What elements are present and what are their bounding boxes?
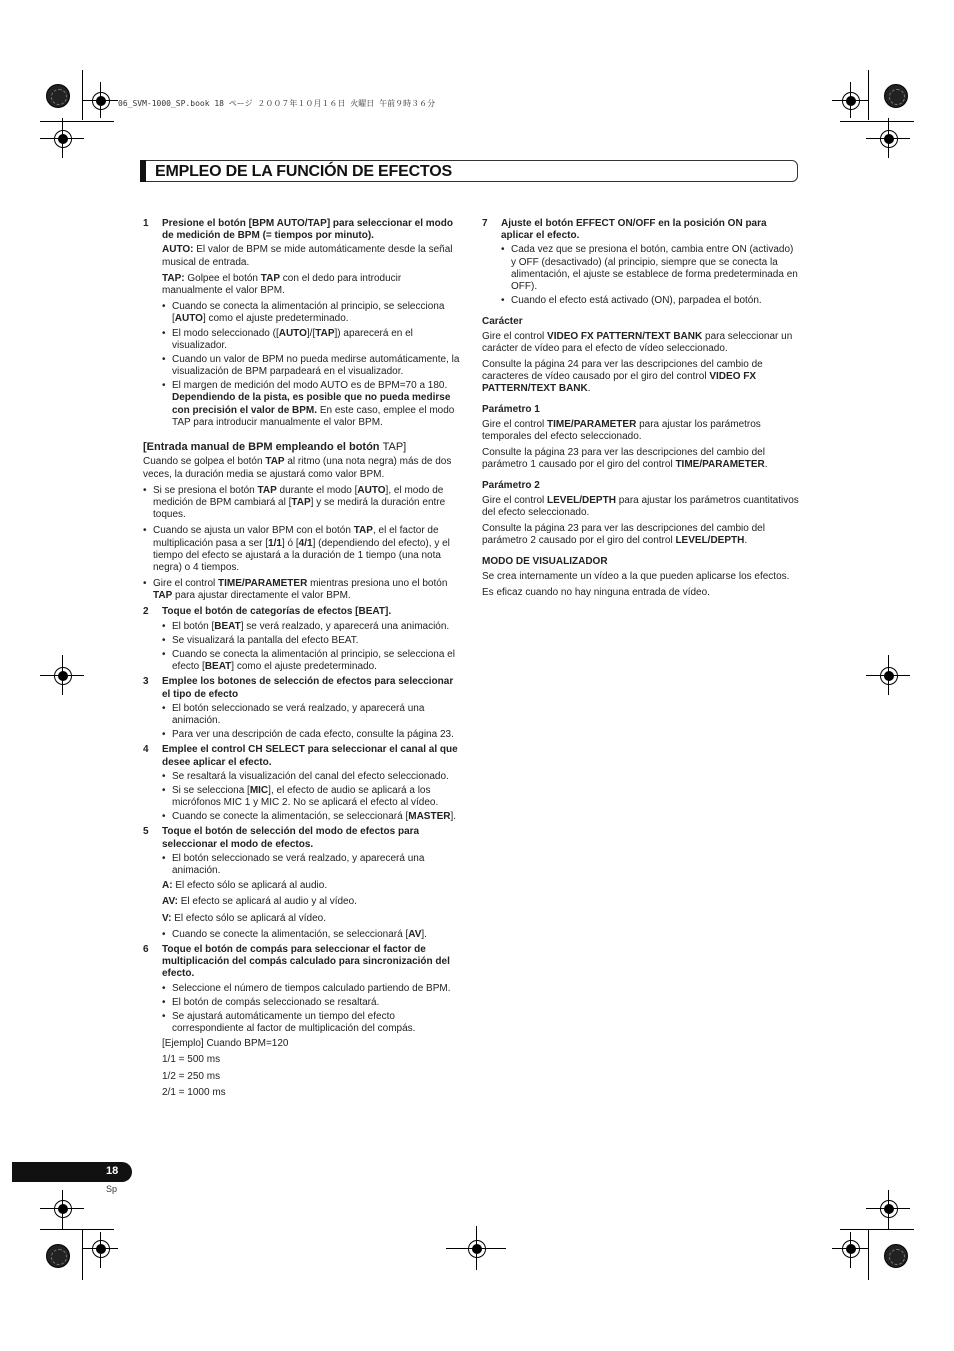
text: El efecto sólo se aplicará al audio. xyxy=(172,880,328,892)
crosshair-line xyxy=(62,1190,63,1230)
text: Cuando se conecte la alimentación, se seleccionará [ xyxy=(172,811,409,823)
label: TAP: xyxy=(162,272,185,284)
right-column xyxy=(482,218,800,603)
list-item: • Cuando un valor de BPM no pueda medirse automáticamente, la visualización de BPM parpadeará en el visualizador. xyxy=(162,354,461,378)
text: ]/[ xyxy=(306,327,316,339)
text: Si se presiona el botón xyxy=(153,484,258,496)
param2-heading: Parámetro 2 xyxy=(482,480,540,492)
example-heading: [Ejemplo] Cuando BPM=120 xyxy=(162,1038,289,1050)
example-line: 2/1 = 1000 ms xyxy=(162,1086,226,1098)
crosshair-left-top xyxy=(54,130,72,148)
crop-line xyxy=(840,121,914,122)
crop-line xyxy=(868,70,869,120)
step-1 xyxy=(143,218,461,242)
text: durante el modo [ xyxy=(276,484,358,496)
emphasis: 4/1 xyxy=(298,537,313,549)
step-7-notes xyxy=(501,244,800,307)
step-text: Toque el botón de compás para seleccionar el factor de multiplicación del compás calculado para sincronización del efecto. xyxy=(162,943,450,980)
crosshair-right-top xyxy=(880,130,898,148)
text: Gire el control xyxy=(482,494,548,506)
tap-description xyxy=(162,273,461,297)
text: El modo seleccionado ([ xyxy=(172,327,279,339)
text: Consulte la página 24 para ver las descripciones del cambio de caracteres de vídeo causado por el giro del control xyxy=(482,358,763,383)
crosshair-right-middle xyxy=(880,667,898,685)
emphasis: AUTO xyxy=(278,327,307,339)
list-item xyxy=(162,301,461,325)
text: ]) aparecerá en el visualizador. xyxy=(172,327,413,351)
crosshair-line xyxy=(100,1232,101,1268)
text: Cuando se golpea el botón xyxy=(143,456,266,468)
crosshair-line xyxy=(62,118,63,158)
list-item: • El botón de compás seleccionado se resaltará. xyxy=(162,997,461,1009)
registration-disc-bottom-right xyxy=(884,1244,908,1268)
crosshair-top-left xyxy=(92,92,110,110)
emphasis: AUTO xyxy=(174,313,203,325)
crosshair-line xyxy=(62,655,63,695)
step-text: Presione el botón [BPM AUTO/TAP] para seleccionar el modo de medición de BPM (= tiempos por minuto). xyxy=(162,218,453,242)
list-item: • Seleccione el número de tiempos calculado partiendo de BPM. xyxy=(162,983,461,995)
param2-paragraph xyxy=(482,523,800,547)
crosshair-line xyxy=(850,1232,851,1268)
example-line: 1/2 = 250 ms xyxy=(162,1070,221,1082)
crosshair-line xyxy=(100,82,101,118)
text: El margen de medición del modo AUTO es de BPM=70 a 180. xyxy=(172,380,448,392)
text: mientras presiona uno el botón xyxy=(307,578,448,590)
emphasis: MIC xyxy=(249,784,269,796)
crosshair-line xyxy=(888,118,889,158)
step-3 xyxy=(143,676,461,700)
list-item xyxy=(162,380,461,429)
page-title: EMPLEO DE LA FUNCIÓN DE EFECTOS xyxy=(155,163,452,180)
emphasis: TIME/PARAMETER xyxy=(218,578,308,590)
crosshair-bottom-center xyxy=(468,1240,486,1258)
list-item xyxy=(162,785,461,809)
text: Consulte la página 23 para ver las descripciones del cambio del parámetro 1 causado por el giro del control xyxy=(482,447,765,471)
step-5-notes xyxy=(162,853,461,877)
step-number: 4 xyxy=(143,744,149,756)
text: . xyxy=(587,383,591,395)
emphasis: VIDEO FX PATTERN/TEXT BANK xyxy=(547,330,703,342)
manual-intro xyxy=(143,456,461,480)
label: V: xyxy=(162,912,172,924)
list-item xyxy=(162,929,461,941)
emphasis: MASTER xyxy=(408,811,451,823)
crosshair-left-middle xyxy=(54,667,72,685)
modo-heading: MODO DE VISUALIZADOR xyxy=(482,556,608,568)
step-1-notes xyxy=(162,301,461,429)
list-item: • Se visualizará la pantalla del efecto BEAT. xyxy=(162,635,461,647)
text: ], el efecto de audio se aplicará a los micrófonos MIC 1 y MIC 2. No se aplicará el efecto al vídeo. xyxy=(172,784,439,809)
left-column xyxy=(143,218,461,1103)
crop-line xyxy=(82,1230,83,1280)
step-6 xyxy=(143,944,461,981)
text: ]. xyxy=(421,928,427,940)
step-number: 1 xyxy=(143,218,149,229)
crosshair-left-bottom xyxy=(54,1200,72,1218)
crosshair-right-bottom xyxy=(880,1200,898,1218)
emphasis: Dependiendo de la pista, es posible que no pueda medirse con precisión el valor de BPM. xyxy=(172,392,451,416)
step-text: Emplee los botones de selección de efectos para seleccionar el tipo de efecto xyxy=(162,676,454,700)
text: ] como el ajuste predeterminado. xyxy=(202,313,349,325)
emphasis: 1/1 xyxy=(268,537,282,549)
emphasis: BEAT xyxy=(204,661,232,673)
param1-paragraph xyxy=(482,419,800,443)
crop-line xyxy=(40,121,114,122)
text: Consulte la página 23 para ver las descripciones del cambio del parámetro 2 causado por el giro del control xyxy=(482,522,765,547)
step-text: Emplee el control CH SELECT para seleccionar el canal al que desee aplicar el efecto. xyxy=(162,744,458,768)
step-number: 3 xyxy=(143,676,149,688)
language-code: Sp xyxy=(106,1184,118,1194)
emphasis: TAP xyxy=(353,525,373,537)
step-7 xyxy=(482,218,800,242)
crosshair-bottom-right xyxy=(842,1240,860,1258)
text: Gire el control xyxy=(482,418,548,430)
emphasis: AUTO xyxy=(357,484,386,496)
mode-v xyxy=(162,913,461,925)
crop-line xyxy=(82,70,83,120)
crosshair-top-right xyxy=(842,92,860,110)
list-item: • El botón seleccionado se verá realzado, y aparecerá una animación. xyxy=(162,853,461,877)
list-item: • Cada vez que se presiona el botón, cambia entre ON (activado) y OFF (desactivado) (al principio, siempre que se conecta la alimentación, el ajuste se establece de forma predeterminada en OFF). xyxy=(501,244,800,293)
emphasis: TAP xyxy=(260,272,281,284)
text: , el el factor de multiplicación pasa a ser [ xyxy=(153,525,439,549)
step-6-notes xyxy=(162,983,461,1036)
text: . xyxy=(764,459,768,471)
text: Cuando se conecta la alimentación al principio, se selecciona [ xyxy=(172,301,445,325)
list-item xyxy=(162,621,461,633)
caracter-heading: Carácter xyxy=(482,316,523,328)
label: A: xyxy=(162,880,173,892)
emphasis: AV xyxy=(408,928,422,940)
crop-line xyxy=(40,1229,114,1230)
list-item: • Para ver una descripción de cada efecto, consulte la página 23. xyxy=(162,729,461,741)
text: ], el modo de medición de BPM cambiará al [ xyxy=(153,484,444,508)
list-item: • Se resaltará la visualización del canal del efecto seleccionado. xyxy=(162,771,461,783)
text: El botón [ xyxy=(172,620,215,632)
text: ] ó [ xyxy=(281,537,299,549)
text: con el dedo para introducir manualmente el valor BPM. xyxy=(162,272,402,296)
step-4 xyxy=(143,744,461,768)
mode-av xyxy=(162,896,461,908)
emphasis: LEVEL/DEPTH xyxy=(547,494,616,506)
text: . xyxy=(744,535,748,547)
text: para ajustar directamente el valor BPM. xyxy=(172,590,351,602)
text: ] (dependiendo del efecto), y el tiempo del efecto se ajustará a la duración de 1 tiempo (una nota negra) o 4 tiempos. xyxy=(153,537,450,573)
list-item xyxy=(162,328,461,352)
list-item xyxy=(143,525,461,574)
step-text: Toque el botón de categorías de efectos [BEAT]. xyxy=(162,606,392,618)
step-text: Toque el botón de selección del modo de efectos para seleccionar el modo de efectos. xyxy=(162,826,420,850)
crosshair-line xyxy=(476,1226,477,1270)
caracter-paragraph xyxy=(482,359,800,396)
registration-disc-bottom-left xyxy=(46,1244,70,1268)
page-number: 18 xyxy=(106,1165,119,1177)
text: Golpee el botón xyxy=(184,272,261,284)
list-item: • Se ajustará automáticamente un tiempo del efecto correspondiente al factor de multiplicación del compás. xyxy=(162,1011,461,1035)
text: para ajustar los parámetros temporales del efecto seleccionado. xyxy=(482,418,761,442)
emphasis: TAP xyxy=(257,484,277,496)
caracter-paragraph xyxy=(482,331,800,355)
subsection-heading xyxy=(143,441,461,454)
text: ] como el ajuste predeterminado. xyxy=(231,661,377,673)
mode-a xyxy=(162,880,461,892)
registration-disc-top-right xyxy=(884,84,908,108)
step-3-notes xyxy=(162,703,461,742)
text: para seleccionar un carácter de vídeo para el efecto de vídeo seleccionado. xyxy=(482,330,793,354)
text: El efecto sólo se aplicará al vídeo. xyxy=(171,912,326,924)
crosshair-line xyxy=(888,1190,889,1230)
text: Si se selecciona [ xyxy=(172,784,250,796)
emphasis: TAP xyxy=(265,456,285,468)
param2-paragraph xyxy=(482,495,800,519)
list-item xyxy=(143,485,461,522)
emphasis: TAP xyxy=(315,327,335,339)
manual-notes xyxy=(143,485,461,603)
modo-paragraph: Es eficaz cuando no hay ninguna entrada de vídeo. xyxy=(482,586,710,598)
step-5-notes-2 xyxy=(162,929,461,941)
text: Gire el control xyxy=(153,578,219,590)
step-5 xyxy=(143,826,461,850)
step-number: 5 xyxy=(143,826,149,838)
step-number: 7 xyxy=(482,218,488,229)
crop-line xyxy=(840,1229,914,1230)
list-item xyxy=(162,649,461,673)
text: Cuando se conecte la alimentación, se seleccionará [ xyxy=(172,928,409,940)
crosshair-line xyxy=(888,655,889,695)
step-4-notes xyxy=(162,771,461,824)
step-number: 6 xyxy=(143,943,149,955)
emphasis: TAP xyxy=(291,496,311,508)
step-number: 2 xyxy=(143,606,149,618)
label: AV: xyxy=(162,896,178,908)
emphasis: VIDEO FX PATTERN/TEXT BANK xyxy=(482,371,757,395)
text: El efecto se aplicará al audio y al vídeo. xyxy=(177,896,357,908)
list-item xyxy=(162,811,461,823)
crosshair-line xyxy=(850,82,851,118)
text: Cuando se ajusta un valor BPM con el botón xyxy=(153,525,354,537)
emphasis: LEVEL/DEPTH xyxy=(675,535,745,547)
text: En este caso, emplee el modo TAP para introducir manualmente el valor BPM. xyxy=(172,404,455,428)
modo-paragraph: Se crea internamente un vídeo a la que pueden aplicarse los efectos. xyxy=(482,570,790,582)
label: AUTO: xyxy=(162,244,194,256)
emphasis: TIME/PARAMETER xyxy=(675,459,765,471)
crop-line xyxy=(868,1230,869,1280)
emphasis: TAP xyxy=(153,590,173,602)
section-title-box xyxy=(140,160,798,182)
list-item xyxy=(143,578,461,602)
text: Cuando se conecta la alimentación al principio, se selecciona el efecto [ xyxy=(172,649,455,673)
text: ] y se medirá la duración entre toques. xyxy=(153,496,446,521)
text: TAP] xyxy=(382,441,407,453)
text: para ajustar los parámetros cuantitativos del efecto seleccionado. xyxy=(482,494,799,518)
registration-disc-top-left xyxy=(46,84,70,108)
text: ]. xyxy=(450,811,457,823)
step-text: Ajuste el botón EFFECT ON/OFF en la posición ON para aplicar el efecto. xyxy=(501,218,767,242)
text: ] se verá realzado, y aparecerá una animación. xyxy=(240,620,450,632)
text: [Entrada manual de BPM empleando el botón xyxy=(143,441,383,453)
step-2 xyxy=(143,606,461,618)
emphasis: TIME/PARAMETER xyxy=(547,418,637,430)
book-header: 06_SVM-1000_SP.book 18 ページ ２００７年１０月１６日 火曜日 午前９時３６分 xyxy=(118,99,436,108)
step-2-notes xyxy=(162,621,461,674)
list-item: • Cuando el efecto está activado (ON), parpadea el botón. xyxy=(501,295,800,307)
param1-paragraph xyxy=(482,447,800,471)
text: Gire el control xyxy=(482,330,548,342)
param1-heading: Parámetro 1 xyxy=(482,404,540,416)
crosshair-bottom-left xyxy=(92,1240,110,1258)
text: al ritmo (una nota negra) más de dos veces, la duración media se ajustará como valor BPM. xyxy=(143,456,452,480)
auto-description xyxy=(162,244,461,268)
list-item: • El botón seleccionado se verá realzado, y aparecerá una animación. xyxy=(162,703,461,727)
example-line: 1/1 = 500 ms xyxy=(162,1054,221,1066)
emphasis: BEAT xyxy=(214,620,241,632)
text: El valor de BPM se mide automáticamente desde la señal musical de entrada. xyxy=(162,244,453,268)
